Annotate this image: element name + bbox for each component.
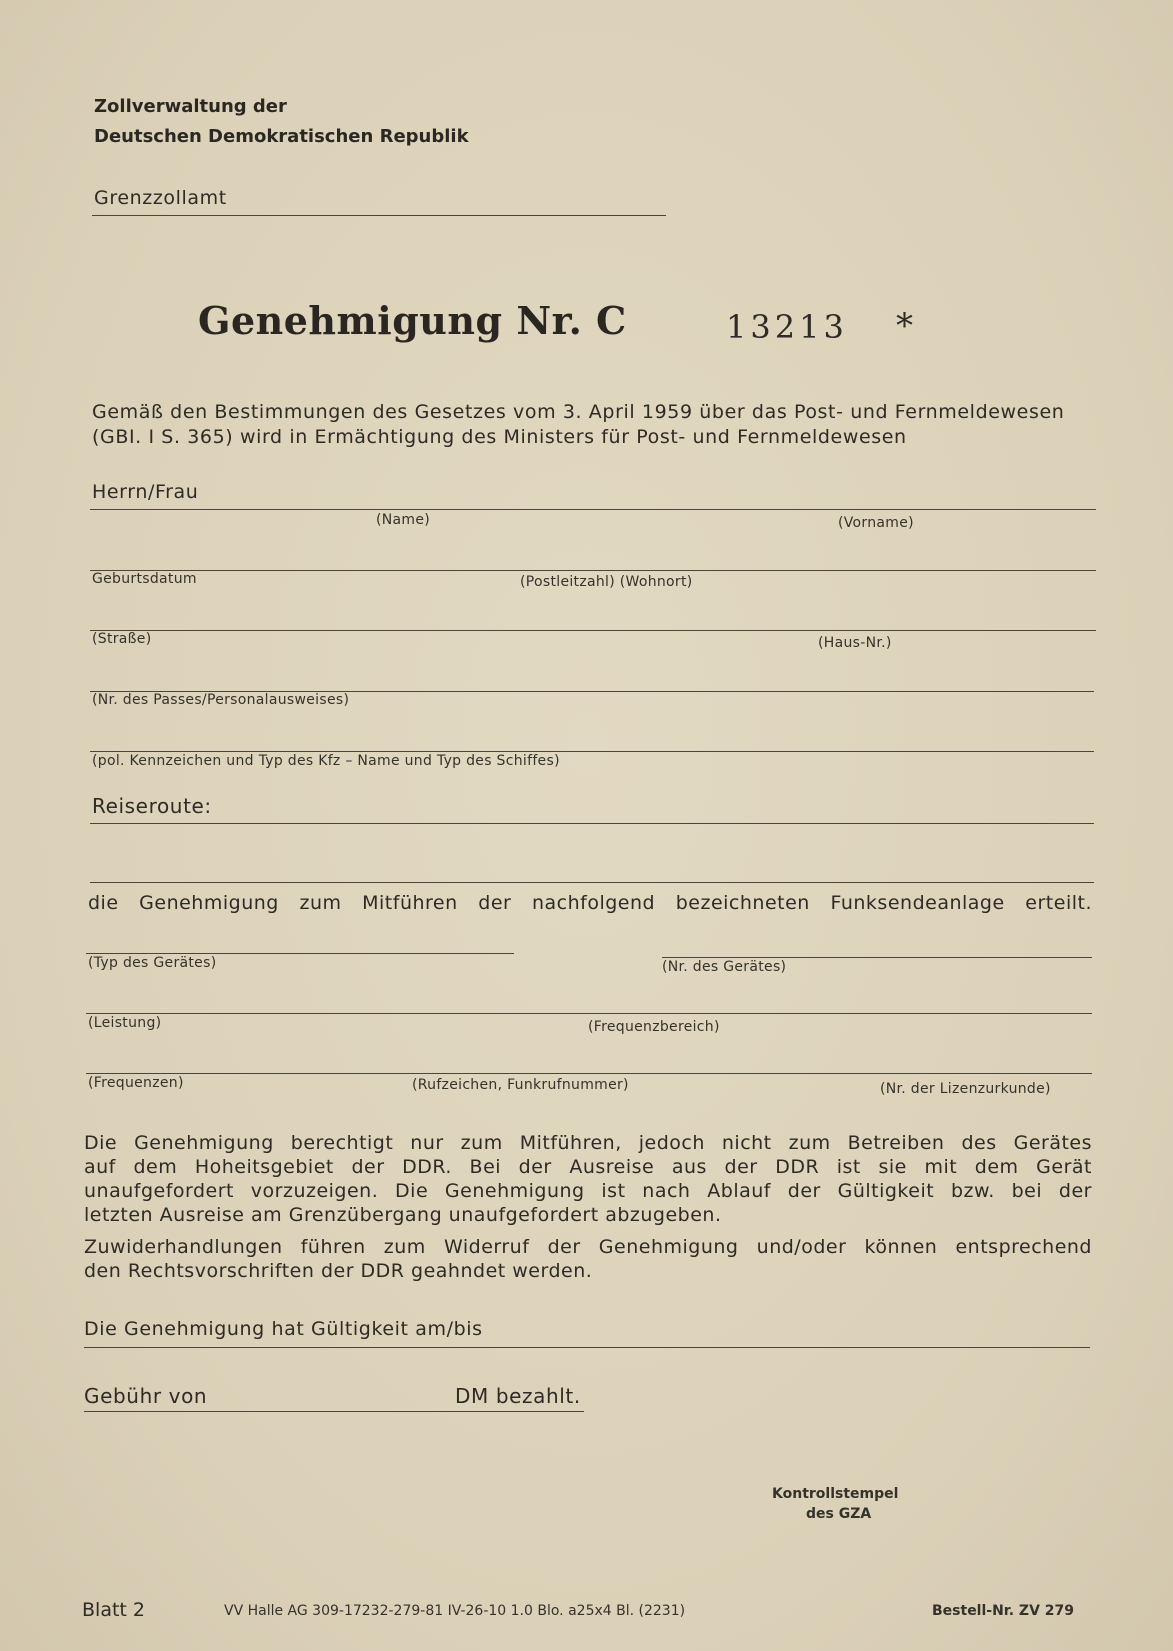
- notice-paragraph-2: [84, 1235, 1092, 1283]
- page-title: Genehmigung Nr. C: [198, 298, 627, 343]
- sheet-label: Blatt 2: [82, 1599, 145, 1621]
- grant-sentence: die Genehmigung zum Mitführen der nachfolgend bezeichneten Funksendeanlage erteilt.: [88, 892, 1092, 914]
- reiseroute-label: Reiseroute:: [92, 794, 212, 818]
- route-line-1[interactable]: [90, 823, 1094, 824]
- fee-label: Gebühr von: [84, 1384, 208, 1408]
- notice-paragraph-1: [84, 1131, 1092, 1227]
- birth-address-line[interactable]: [90, 570, 1096, 571]
- name-line[interactable]: [90, 509, 1096, 510]
- frequenzbereich-caption: (Frequenzbereich): [588, 1019, 720, 1035]
- validity-label: Die Genehmigung hat Gültigkeit am/bis: [84, 1318, 483, 1340]
- hausnr-caption: (Haus-Nr.): [818, 635, 892, 651]
- pass-caption: (Nr. des Passes/Personalausweises): [92, 692, 350, 708]
- rufzeichen-caption: (Rufzeichen, Funkrufnummer): [412, 1077, 629, 1093]
- office-line[interactable]: [92, 215, 666, 216]
- fee-line[interactable]: [84, 1411, 584, 1412]
- geburtsdatum-caption: Geburtsdatum: [92, 571, 197, 587]
- notice-line-4: letzten Ausreise am Grenzübergang unaufgefordert abzugeben.: [84, 1204, 722, 1226]
- intro-line-2: (GBI. I S. 365) wird in Ermächtigung des Ministers für Post- und Fernmeldewesen: [92, 426, 907, 448]
- intro-line-1: Gemäß den Bestimmungen des Gesetzes vom 3. April 1959 über das Post- und Fernmeldewesen: [92, 401, 1065, 423]
- leistung-caption: (Leistung): [88, 1015, 162, 1031]
- route-line-2[interactable]: [90, 882, 1094, 883]
- device-number-line[interactable]: [662, 957, 1092, 958]
- device-type-line[interactable]: [86, 953, 514, 954]
- notice-line-1: Die Genehmigung berechtigt nur zum Mitführen, jedoch nicht zum Betreiben des Gerätes: [84, 1132, 1092, 1154]
- asterisk-mark: *: [896, 306, 913, 346]
- typ-caption: (Typ des Gerätes): [88, 955, 217, 971]
- power-frequency-line[interactable]: [86, 1013, 1092, 1014]
- stamp-caption-1: Kontrollstempel: [772, 1486, 899, 1502]
- office-label: Grenzzollamt: [94, 187, 227, 209]
- authority-line-1: Zollverwaltung der: [94, 96, 287, 117]
- notice-line-5: Zuwiderhandlungen führen zum Widerruf der Genehmigung und/oder können entsprechend: [84, 1236, 1092, 1258]
- frequency-callsign-line[interactable]: [86, 1073, 1092, 1074]
- vorname-caption: (Vorname): [838, 515, 914, 531]
- name-caption: (Name): [376, 512, 431, 528]
- vehicle-line[interactable]: [90, 751, 1094, 752]
- strasse-caption: (Straße): [92, 631, 152, 647]
- plz-wohnort-caption: (Postleitzahl) (Wohnort): [520, 574, 693, 590]
- notice-line-6: den Rechtsvorschriften der DDR geahndet werden.: [84, 1260, 593, 1282]
- print-info: VV Halle AG 309-17232-279-81 IV-26-10 1.0 Blo. a25x4 Bl. (2231): [224, 1603, 686, 1619]
- lizenz-caption: (Nr. der Lizenzurkunde): [880, 1081, 1051, 1097]
- street-line[interactable]: [90, 630, 1096, 631]
- order-number: Bestell-Nr. ZV 279: [932, 1603, 1074, 1619]
- permit-number: 13213: [726, 308, 848, 346]
- salutation-label: Herrn/Frau: [92, 481, 199, 503]
- frequenzen-caption: (Frequenzen): [88, 1075, 184, 1091]
- authority-line-2: Deutschen Demokratischen Republik: [94, 126, 469, 147]
- stamp-caption-2: des GZA: [806, 1506, 872, 1522]
- kfz-caption: (pol. Kennzeichen und Typ des Kfz – Name und Typ des Schiffes): [92, 753, 560, 769]
- nr-geraet-caption: (Nr. des Gerätes): [662, 959, 787, 975]
- validity-line[interactable]: [84, 1347, 1090, 1348]
- notice-line-2: auf dem Hoheitsgebiet der DDR. Bei der Ausreise aus der DDR ist sie mit dem Gerät: [84, 1156, 1092, 1178]
- fee-suffix: DM bezahlt.: [455, 1384, 581, 1408]
- notice-line-3: unaufgefordert vorzuzeigen. Die Genehmigung ist nach Ablauf der Gültigkeit bzw. bei der: [84, 1180, 1092, 1202]
